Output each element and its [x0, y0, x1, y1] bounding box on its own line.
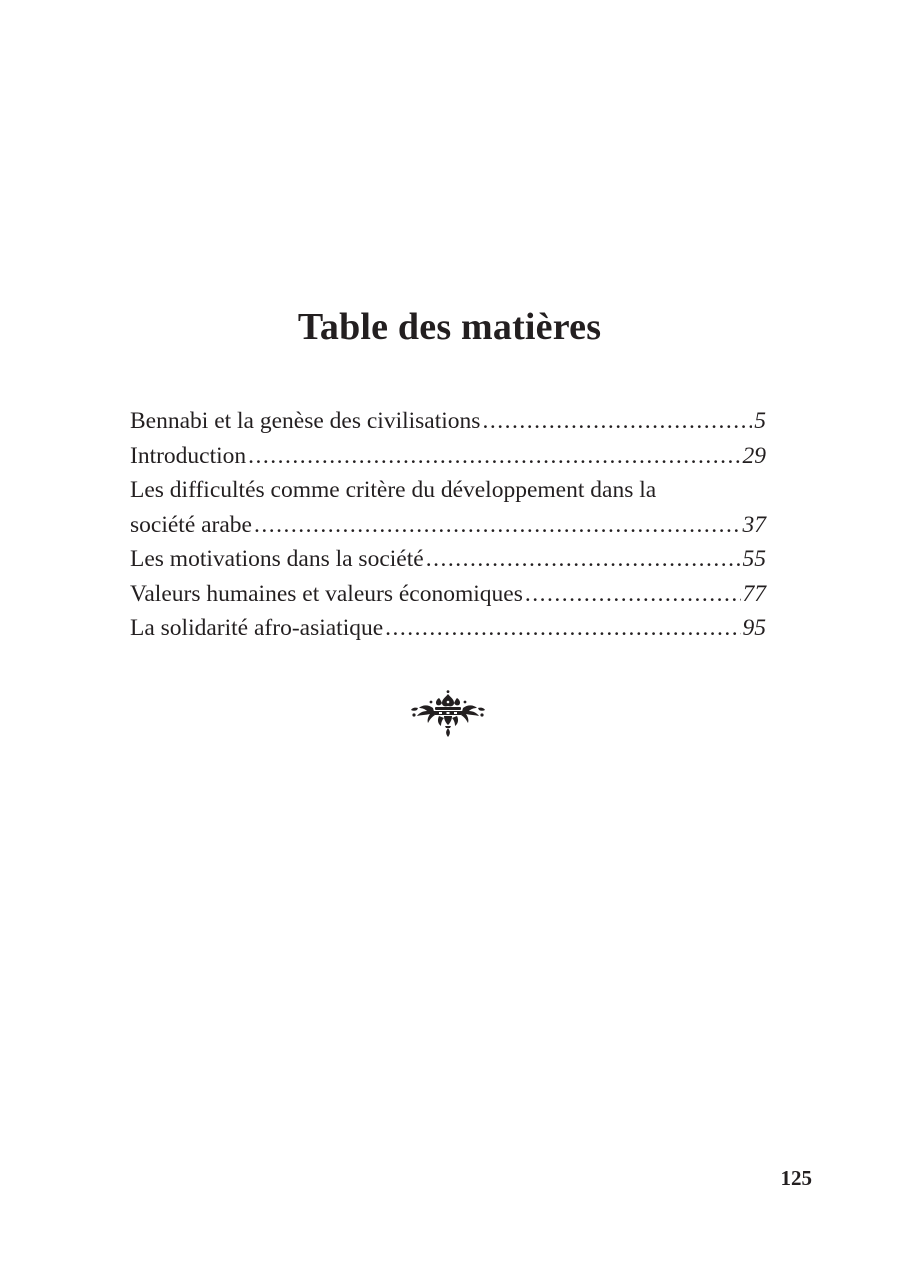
toc-leader-dots — [525, 577, 741, 612]
toc-entry — [130, 473, 766, 542]
toc-leader-dots — [248, 439, 740, 474]
floral-ornament-icon — [409, 690, 487, 738]
toc-entry-page: 37 — [742, 511, 766, 538]
toc-entry — [130, 542, 766, 577]
toc-entry-title: Bennabi et la genèse des civilisations — [130, 408, 481, 434]
toc-entry-title-line1: Les difficultés comme critère du développement dans la — [130, 477, 657, 503]
toc-entry-title-line2: société arabe — [130, 511, 252, 538]
toc-entry — [130, 577, 766, 612]
page-title: Table des matières — [297, 306, 602, 348]
toc-leader-dots — [482, 404, 752, 439]
toc-entry — [130, 439, 766, 474]
toc-entry-title: Introduction — [130, 442, 247, 469]
toc-entry-page: 55 — [742, 546, 766, 572]
toc-entry-page: 5 — [754, 408, 766, 434]
toc-entry-page: 95 — [742, 615, 766, 641]
toc-leader-dots — [254, 508, 741, 543]
toc-entry-page: 29 — [742, 442, 766, 469]
toc-leader-dots — [385, 611, 740, 646]
page-number: 125 — [780, 1166, 812, 1190]
toc-entry — [130, 611, 766, 646]
toc-entry-title: La solidarité afro-asiatique — [130, 615, 384, 641]
toc-leader-dots — [426, 542, 741, 577]
toc-entry — [130, 404, 766, 439]
toc-entry-page: 77 — [742, 580, 766, 607]
toc-entry-title: Les motivations dans la société — [130, 546, 424, 572]
table-of-contents — [130, 404, 766, 646]
toc-entry-title: Valeurs humaines et valeurs économiques — [130, 580, 523, 607]
